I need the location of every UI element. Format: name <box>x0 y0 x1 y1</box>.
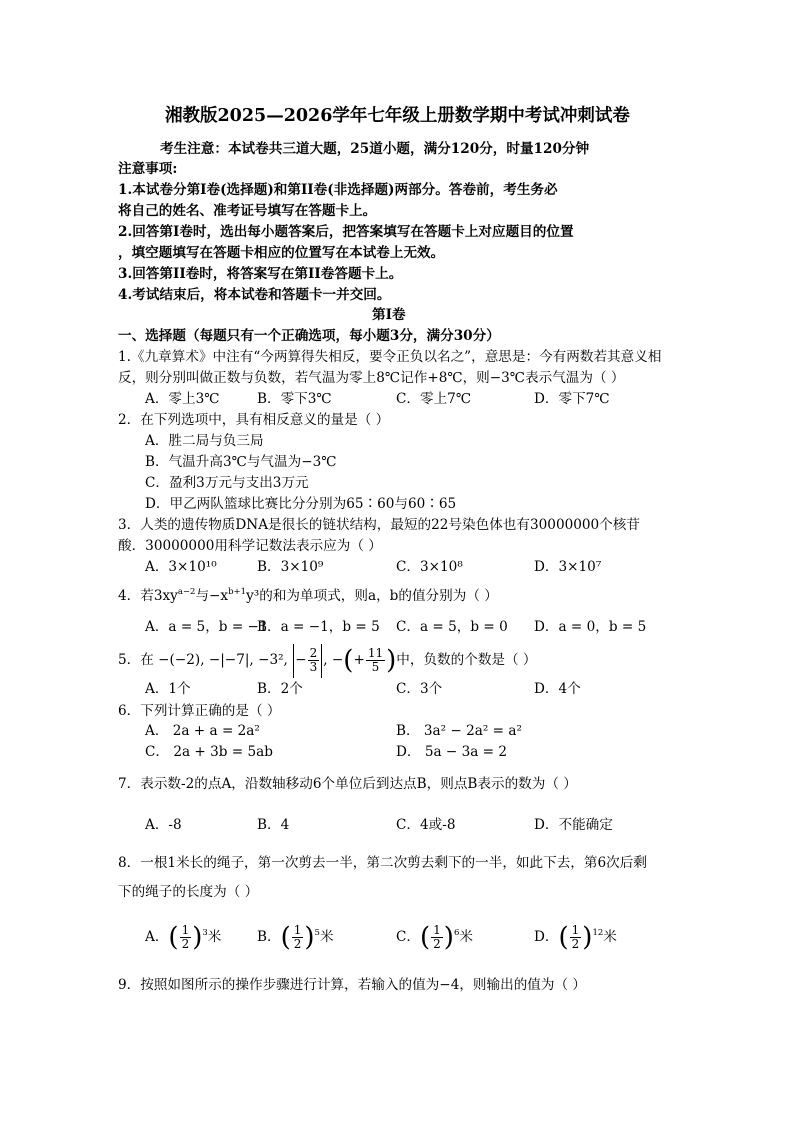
q6-option-d: D． 5a − 3a = 2 <box>396 744 508 760</box>
q7-option-c: C．4或-8 <box>396 817 456 833</box>
q2-option-b: B．气温升高3℃与气温为−3℃ <box>145 454 337 470</box>
q5-option-d: D．4个 <box>534 681 581 697</box>
q8-option-c: C．( $\frac{1}{2}$ )$^6$米 <box>396 922 473 953</box>
q1-option-d: D．零下7℃ <box>534 391 610 407</box>
q3-option-b: B．3×10⁹ <box>257 559 324 575</box>
q7-option-d: D．不能确定 <box>534 817 613 833</box>
q5-option-c: C．3个 <box>396 681 443 697</box>
q7-option-a: A．-8 <box>145 817 182 833</box>
question-4-stem <box>118 586 498 606</box>
q4-option-b: B．a = −1，b = 5 <box>257 619 380 635</box>
attention-line: 将自己的姓名、准考证号填写在答题卡上。 <box>118 203 377 219</box>
q8-option-b: B．( $\frac{1}{2}$ )$^5$米 <box>257 922 334 953</box>
exam-title: 湘教版2025—2026学年七年级上册数学期中考试冲刺试卷 <box>165 106 630 126</box>
question-1-stem: 反，则分别叫做正数与负数，若气温为零上8℃记作+8℃，则−3℃表示气温为（ ） <box>118 370 625 386</box>
attention-heading: 注意事项: <box>118 161 178 177</box>
question-7-stem: 7．表示数-2的点A，沿数轴移动6个单位后到达点B，则点B表示的数为（ ） <box>118 776 577 792</box>
question-5-stem: 5．在 −(−2), −|−7|, −3², − $\frac{2}{3}$ , −(+ $\frac{11}{5}$ )中，负数的个数是（ ） <box>118 645 537 676</box>
q4-option-a: A．a = 5，b = −1 <box>145 619 268 635</box>
section-title: 一、选择题（每题只有一个正确选项，每小题3分，满分30分） <box>118 328 500 344</box>
q3-option-c: C．3×10⁸ <box>396 559 463 575</box>
question-9-stem: 9．按照如图所示的操作步骤进行计算，若输入的值为−4，则输出的值为（ ） <box>118 977 587 993</box>
q4-stem-pre: 4．若3xy <box>118 588 178 604</box>
q5-option-a: A．1个 <box>145 681 191 697</box>
q8-option-d: D．( $\frac{1}{2}$ )$^{12}$米 <box>534 922 617 953</box>
attention-line: ，填空题填写在答题卡相应的位置写在本试卷上无效。 <box>118 245 445 261</box>
q5-fraction-2: $\frac{11}{5}$ <box>367 646 384 674</box>
question-3-stem: 酸．30000000用科学记数法表示应为（ ） <box>118 538 382 554</box>
q2-option-d: D．甲乙两队篮球比赛比分分别为65∶60与60∶65 <box>145 496 457 512</box>
q6-option-b: B． 3a² − 2a² = a² <box>396 723 522 739</box>
q4-option-d: D．a = 0，b = 5 <box>534 619 647 635</box>
question-8-stem: 8．一根1米长的绳子，第一次剪去一半，第二次剪去剩下的一半，如此下去，第6次后剩 <box>118 855 647 871</box>
question-1-stem: 1.《九章算术》中注有“今两算得失相反，要令正负以名之”，意思是：今有两数若其意义相 <box>118 349 662 365</box>
attention-line: 2.回答第Ⅰ卷时，选出每小题答案后，把答案填写在答题卡上对应题目的位置 <box>118 224 574 240</box>
attention-line: 3.回答第II卷时，将答案写在第II卷答题卡上。 <box>118 266 403 282</box>
exam-notice: 考生注意：本试卷共三道大题，25道小题，满分120分，时量120分钟 <box>160 141 590 157</box>
q2-option-a: A．胜二局与负三局 <box>145 433 264 449</box>
q4-exponent-2: b+1 <box>228 587 247 597</box>
q6-option-a: A． 2a + a = 2a² <box>145 723 260 739</box>
q1-option-a: A．零上3℃ <box>145 391 220 407</box>
q4-option-c: C．a = 5，b = 0 <box>396 619 508 635</box>
q4-stem-post: y³的和为单项式，则a，b的值分别为（ ） <box>246 588 498 604</box>
part-title: 第Ⅰ卷 <box>372 307 406 323</box>
q1-option-c: C．零上7℃ <box>396 391 472 407</box>
attention-line: 1.本试卷分第Ⅰ卷(选择题)和第II卷(非选择题)两部分。答卷前，考生务必 <box>118 182 558 198</box>
abs-bar-left <box>293 644 294 678</box>
q5-fraction-1: $\frac{2}{3}$ <box>309 646 318 674</box>
q6-option-c: C． 2a + 3b = 5ab <box>145 744 273 760</box>
q4-exponent-1: a−2 <box>177 587 196 597</box>
abs-bar-right <box>321 644 322 678</box>
question-6-stem: 6．下列计算正确的是（ ） <box>118 703 281 719</box>
question-2-stem: 2．在下列选项中，具有相反意义的量是（ ） <box>118 412 390 428</box>
attention-line: 4.考试结束后，将本试卷和答题卡一并交回。 <box>118 287 391 303</box>
q5-stem-post: 中，负数的个数是（ ） <box>396 652 537 668</box>
q5-option-b: B．2个 <box>257 681 303 697</box>
q3-option-a: A．3×10¹⁰ <box>145 559 217 575</box>
q8-option-a: A．( $\frac{1}{2}$ )$^3$米 <box>145 922 222 953</box>
q7-option-b: B．4 <box>257 817 290 833</box>
question-8-stem: 下的绳子的长度为（ ） <box>118 884 259 900</box>
q5-stem-pre: 5．在 −(−2), −|−7|, −3², <box>118 652 293 668</box>
q4-stem-mid: 与−x <box>195 588 229 604</box>
q1-option-b: B．零下3℃ <box>257 391 332 407</box>
q2-option-c: C．盈利3万元与支出3万元 <box>145 475 309 491</box>
q3-option-d: D．3×10⁷ <box>534 559 602 575</box>
question-3-stem: 3．人类的遗传物质DNA是很长的链状结构，最短的22号染色体也有30000000个核苷 <box>118 517 640 533</box>
